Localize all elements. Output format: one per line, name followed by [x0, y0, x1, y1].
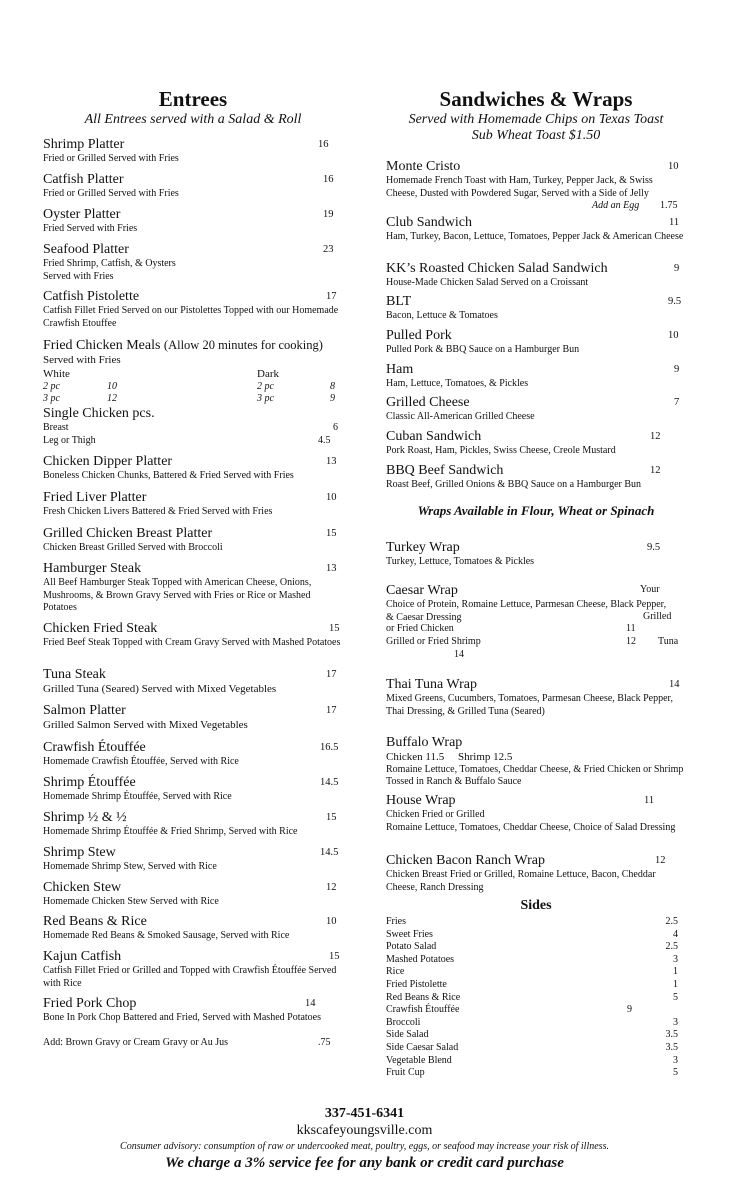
- item-name: Chicken Fried Steak: [43, 621, 158, 636]
- menu-item: [43, 703, 343, 732]
- item-price: 12: [650, 431, 661, 442]
- item-desc-line: Chicken Fried or Grilled: [386, 809, 485, 820]
- item-price: 7: [674, 397, 680, 408]
- side-row: [386, 941, 678, 954]
- side-label: Fruit Cup: [386, 1067, 425, 1079]
- sandwiches-subtitle-2: Sub Wheat Toast $1.50: [471, 128, 601, 143]
- item-name: Salmon Platter: [43, 703, 126, 718]
- menu-item: [386, 395, 686, 424]
- item-price: 15: [326, 812, 337, 823]
- item-price: 14: [669, 679, 680, 690]
- item-price: 13: [326, 456, 337, 467]
- item-desc: Mixed Greens, Cucumbers, Tomatoes, Parmesan Cheese, Black Pepper, Thai Dressing, & Grilled Tuna (Seared): [386, 693, 673, 717]
- white-price: 10: [107, 381, 117, 392]
- side-label: Leg or Thigh: [43, 435, 96, 446]
- item-price: 16: [318, 139, 329, 150]
- item-name: Ham: [386, 362, 414, 377]
- item-price: 16.5: [320, 742, 339, 753]
- item-desc: All Beef Hamburger Steak Topped with American Cheese, Onions, Mushrooms, & Brown Gravy Served with Fries or Rice or Mashed Potatoes: [43, 577, 312, 613]
- item-name: Thai Tuna Wrap: [386, 677, 477, 692]
- footer-fee-notice: We charge a 3% service fee for any bank or credit card purchase: [165, 1155, 564, 1171]
- item-desc: Catfish Fillet Fried or Grilled and Topped with Crawfish Étouffée Served with Rice: [43, 965, 337, 989]
- side-row: [386, 954, 678, 967]
- side-row: [386, 966, 678, 979]
- wraps-banner: Wraps Available in Flour, Wheat or Spinach: [417, 503, 655, 518]
- item-name: Oyster Platter: [43, 207, 121, 222]
- item-desc: Pulled Pork & BBQ Sauce on a Hamburger Bun: [386, 344, 580, 355]
- item-desc: Boneless Chicken Chunks, Battered & Fried Served with Fries: [43, 470, 294, 481]
- item-name: Cuban Sandwich: [386, 429, 482, 444]
- white-label: White: [43, 368, 70, 380]
- wrap-item-thai: [386, 677, 686, 718]
- footer-advisory: Consumer advisory: consumption of raw or undercooked meat, poultry, eggs, or seafood may increase your risk of illness.: [120, 1141, 609, 1152]
- menu-item: [386, 429, 686, 458]
- item-price: 17: [326, 291, 337, 302]
- menu-item: [386, 328, 686, 357]
- fried-chicken-meals: [43, 337, 343, 404]
- item-price: 10: [326, 492, 337, 503]
- wrap-item-house: [386, 793, 686, 834]
- side-row: [386, 916, 678, 929]
- item-desc: Served with Fries: [43, 354, 121, 366]
- item-desc: Choice of Protein, Romaine Lettuce, Parmesan Cheese, Black Pepper, & Caesar Dressing: [386, 599, 667, 623]
- buffalo-prices: Chicken 11.5 Shrimp 12.5: [386, 751, 513, 763]
- side-row: [386, 979, 678, 992]
- dark-pc: 2 pc: [257, 381, 274, 392]
- item-desc: Grilled Salmon Served with Mixed Vegetables: [43, 719, 248, 731]
- item-desc: Romaine Lettuce, Tomatoes, Cheddar Cheese, & Fried Chicken or Shrimp Tossed in Ranch & Buffalo Sauce: [386, 763, 684, 787]
- sides-title: Sides: [520, 898, 552, 913]
- addon-label: Add: Brown Gravy or Cream Gravy or Au Jus: [43, 1037, 228, 1048]
- side-price: 2.5: [665, 941, 678, 953]
- item-price: 14.5: [320, 847, 339, 858]
- item-desc: House-Made Chicken Salad Served on a Croissant: [386, 277, 589, 288]
- item-price: 9: [674, 263, 680, 274]
- item-desc: Homemade Crawfish Étouffée, Served with Rice: [43, 756, 239, 767]
- side-row: [386, 1042, 678, 1055]
- caesar-your: Your: [640, 584, 660, 595]
- item-desc: Fried Shrimp, Catfish, & Oysters Served with Fries: [43, 258, 176, 282]
- caesar-option-label: Tuna: [658, 636, 679, 647]
- side-price: 2.5: [665, 916, 678, 927]
- item-price: 11: [669, 217, 680, 228]
- item-name: BBQ Beef Sandwich: [386, 463, 504, 478]
- item-desc: Homemade Shrimp Étouffée & Fried Shrimp, Served with Rice: [43, 826, 298, 837]
- wrap-item-cbr: [386, 853, 686, 894]
- item-price: 16: [323, 174, 334, 185]
- side-price: 4: [673, 928, 678, 940]
- item-price: 17: [326, 705, 337, 716]
- menu-item: [386, 463, 686, 492]
- entrees-subtitle: All Entrees served with a Salad & Roll: [84, 112, 302, 127]
- side-label: Sweet Fries: [386, 928, 433, 940]
- item-name: Catfish Pistolette: [43, 289, 140, 304]
- single-chicken: [43, 406, 343, 446]
- side-label: Broccoli: [386, 1016, 421, 1028]
- dark-price: 8: [330, 381, 335, 392]
- side-price: 3.5: [665, 1029, 678, 1041]
- item-price: 9.5: [647, 542, 661, 553]
- menu-item: [43, 289, 343, 330]
- item-name: Crawfish Étouffée: [43, 740, 146, 755]
- side-label: Mashed Potatoes: [386, 953, 455, 965]
- side-price: 5: [673, 1067, 678, 1079]
- menu-item: [43, 207, 343, 236]
- side-price: 3.5: [665, 1042, 678, 1053]
- item-price: 10: [326, 916, 337, 927]
- addon-price: .75: [318, 1037, 331, 1048]
- item-desc: Homemade Chicken Stew Served with Rice: [43, 896, 219, 907]
- item-price: 14: [305, 998, 316, 1009]
- caesar-option-label: Grilled or Fried Shrimp: [386, 636, 481, 647]
- item-name: Catfish Platter: [43, 172, 124, 187]
- item-name: Club Sandwich: [386, 215, 472, 230]
- side-row: [386, 929, 678, 942]
- item-price: 15: [329, 623, 340, 634]
- item-name: House Wrap: [386, 793, 456, 808]
- item-desc: Homemade Shrimp Stew, Served with Rice: [43, 861, 217, 872]
- caesar-option-price: 12: [626, 636, 636, 647]
- item-name: Seafood Platter: [43, 242, 129, 257]
- caesar-option-label: or Fried Chicken: [386, 623, 454, 634]
- menu-item: [386, 215, 686, 244]
- item-desc: Turkey, Lettuce, Tomatoes & Pickles: [386, 556, 535, 567]
- item-name: Shrimp Stew: [43, 845, 116, 860]
- item-desc: Fried Beef Steak Topped with Cream Gravy Served with Mashed Potatoes: [43, 637, 341, 648]
- item-name: Fried Chicken Meals (Allow 20 minutes for cooking): [43, 338, 323, 353]
- item-name: Chicken Stew: [43, 880, 122, 895]
- item-desc: Fried Served with Fries: [43, 223, 138, 234]
- white-price: 12: [107, 393, 117, 404]
- item-desc: Chicken Breast Grilled Served with Broccoli: [43, 542, 223, 553]
- side-label: Potato Salad: [386, 941, 437, 953]
- item-name: KK’s Roasted Chicken Salad Sandwich: [386, 261, 608, 276]
- wrap-item-buffalo: [386, 735, 686, 789]
- side-row: [386, 1017, 678, 1030]
- item-name: Red Beans & Rice: [43, 914, 147, 929]
- side-price: 6: [333, 422, 338, 433]
- item-name: Caesar Wrap: [386, 583, 458, 598]
- item-price: 10: [668, 330, 679, 341]
- side-price: 5: [673, 991, 678, 1003]
- menu-item: [386, 294, 686, 323]
- menu-item: [43, 775, 343, 804]
- menu-item: [386, 261, 686, 290]
- menu-item: [43, 667, 343, 696]
- item-name: Shrimp ½ & ½: [43, 810, 127, 825]
- item-price: 15: [326, 528, 337, 539]
- item-price: 15: [329, 951, 340, 962]
- item-name: Shrimp Platter: [43, 137, 125, 152]
- item-price: 23: [323, 244, 334, 255]
- entrees-title: Entrees: [158, 87, 228, 111]
- item-desc: Homemade Red Beans & Smoked Sausage, Served with Rice: [43, 930, 290, 941]
- item-name: Turkey Wrap: [386, 540, 460, 555]
- item-desc: Ham, Lettuce, Tomatoes, & Pickles: [386, 378, 529, 389]
- item-price: 12: [655, 855, 666, 866]
- addon-price: 1.75: [660, 200, 678, 211]
- item-desc: Bacon, Lettuce & Tomatoes: [386, 310, 498, 321]
- side-price: 3: [673, 1016, 678, 1028]
- menu-item: [43, 880, 343, 909]
- menu-item: [43, 621, 343, 650]
- side-price: 3: [673, 1054, 678, 1066]
- item-desc: Grilled Tuna (Seared) Served with Mixed Vegetables: [43, 683, 277, 695]
- item-price: 9: [674, 364, 680, 375]
- caesar-grilled: Grilled: [643, 611, 672, 622]
- menu-item: [43, 454, 343, 483]
- dark-pc: 3 pc: [257, 393, 274, 404]
- menu-item: [43, 810, 343, 839]
- item-desc: Romaine Lettuce, Tomatoes, Cheddar Cheese, Choice of Salad Dressing: [386, 821, 676, 833]
- item-desc: Chicken Breast Fried or Grilled, Romaine Lettuce, Bacon, Cheddar Cheese, Ranch Dressing: [386, 869, 656, 893]
- side-label: Fried Pistolette: [386, 979, 447, 990]
- item-name: BLT: [386, 294, 412, 309]
- menu-item: [43, 242, 334, 283]
- white-pc: 3 pc: [43, 393, 60, 404]
- item-name: Grilled Cheese: [386, 395, 470, 410]
- item-price: 14.5: [320, 777, 339, 788]
- side-price: 9: [627, 1004, 632, 1016]
- side-row: [386, 1029, 678, 1042]
- side-label: Breast: [43, 422, 69, 433]
- menu-item: [43, 172, 343, 201]
- item-desc: Fresh Chicken Livers Battered & Fried Served with Fries: [43, 506, 273, 517]
- item-desc: Bone In Pork Chop Battered and Fried, Served with Mashed Potatoes: [43, 1012, 322, 1023]
- item-name: Shrimp Étouffée: [43, 775, 136, 790]
- item-name: Monte Cristo: [386, 159, 461, 174]
- dark-price: 9: [330, 393, 335, 404]
- white-pc: 2 pc: [43, 381, 60, 392]
- menu-item: [43, 949, 343, 990]
- side-price: 4.5: [318, 435, 331, 446]
- item-desc: Pork Roast, Ham, Pickles, Swiss Cheese, Creole Mustard: [386, 445, 616, 456]
- item-desc: Catfish Fillet Fried Served on our Pistolettes Topped with our Homemade Crawfish Etouffee: [43, 305, 339, 329]
- side-row: [386, 1055, 678, 1068]
- item-name: Hamburger Steak: [43, 561, 142, 576]
- footer-phone: 337-451-6341: [324, 1106, 405, 1121]
- item-desc: Classic All-American Grilled Cheese: [386, 411, 535, 422]
- item-price: 17: [326, 669, 337, 680]
- side-label: Side Salad: [386, 1029, 429, 1041]
- menu-item: [43, 996, 343, 1048]
- item-name: Pulled Pork: [386, 328, 452, 343]
- menu-item: [43, 490, 343, 519]
- side-price: 1: [673, 966, 678, 978]
- item-price: 9.5: [668, 296, 682, 307]
- item-name: Fried Liver Platter: [43, 490, 147, 505]
- side-label: Vegetable Blend: [386, 1054, 452, 1066]
- menu-item: [43, 526, 343, 555]
- sandwiches-title: Sandwiches & Wraps: [439, 87, 633, 111]
- menu-item: [43, 740, 343, 769]
- side-label: Rice: [386, 966, 405, 978]
- caesar-option-price: 14: [454, 649, 464, 660]
- side-row: [386, 1004, 678, 1017]
- menu-item: [43, 914, 343, 943]
- footer-website[interactable]: kkscafeyoungsville.com: [296, 1123, 433, 1138]
- item-price: 10: [668, 161, 679, 172]
- item-name: Chicken Bacon Ranch Wrap: [386, 853, 545, 868]
- caesar-option-price: 11: [626, 623, 636, 634]
- item-desc: Homemade French Toast with Ham, Turkey, Pepper Jack, & Swiss Cheese, Dusted with Powdered Sugar, Served with a Side of Jelly: [386, 175, 653, 199]
- item-price: 12: [326, 882, 337, 893]
- side-price: 1: [673, 979, 678, 990]
- menu-item: [43, 137, 343, 166]
- side-label: Red Beans & Rice: [386, 991, 461, 1003]
- side-price: 3: [673, 953, 678, 965]
- side-label: Side Caesar Salad: [386, 1042, 459, 1053]
- item-desc: Fried or Grilled Served with Fries: [43, 188, 179, 199]
- menu-item: [386, 362, 686, 391]
- menu-item: [386, 159, 686, 211]
- side-row: [386, 1067, 678, 1080]
- item-price: 11: [644, 795, 655, 806]
- menu-item: [43, 561, 343, 615]
- item-name: Single Chicken pcs.: [43, 406, 155, 421]
- dark-label: Dark: [257, 368, 279, 380]
- sandwiches-subtitle: Served with Homemade Chips on Texas Toast: [408, 112, 664, 127]
- item-price: 19: [323, 209, 334, 220]
- addon-label: Add an Egg: [592, 200, 640, 211]
- side-label: Crawfish Étouffée: [386, 1004, 460, 1016]
- item-price: 13: [326, 563, 337, 574]
- item-name: Grilled Chicken Breast Platter: [43, 526, 213, 541]
- menu-item: [43, 845, 343, 874]
- item-name: Tuna Steak: [43, 667, 106, 682]
- item-name: Kajun Catfish: [43, 949, 122, 964]
- item-desc: Roast Beef, Grilled Onions & BBQ Sauce on a Hamburger Bun: [386, 479, 642, 490]
- item-desc: Fried or Grilled Served with Fries: [43, 153, 179, 164]
- item-desc: Homemade Shrimp Étouffée, Served with Rice: [43, 791, 232, 802]
- side-row: [386, 992, 678, 1005]
- item-price: 12: [650, 465, 661, 476]
- wrap-item-caesar: [386, 583, 686, 660]
- item-name: Chicken Dipper Platter: [43, 454, 173, 469]
- wrap-item-turkey: [386, 540, 686, 569]
- item-name: Buffalo Wrap: [386, 735, 463, 750]
- side-label: Fries: [386, 916, 406, 927]
- item-name: Fried Pork Chop: [43, 996, 137, 1011]
- item-desc: Ham, Turkey, Bacon, Lettuce, Tomatoes, Pepper Jack & American Cheese: [386, 231, 684, 242]
